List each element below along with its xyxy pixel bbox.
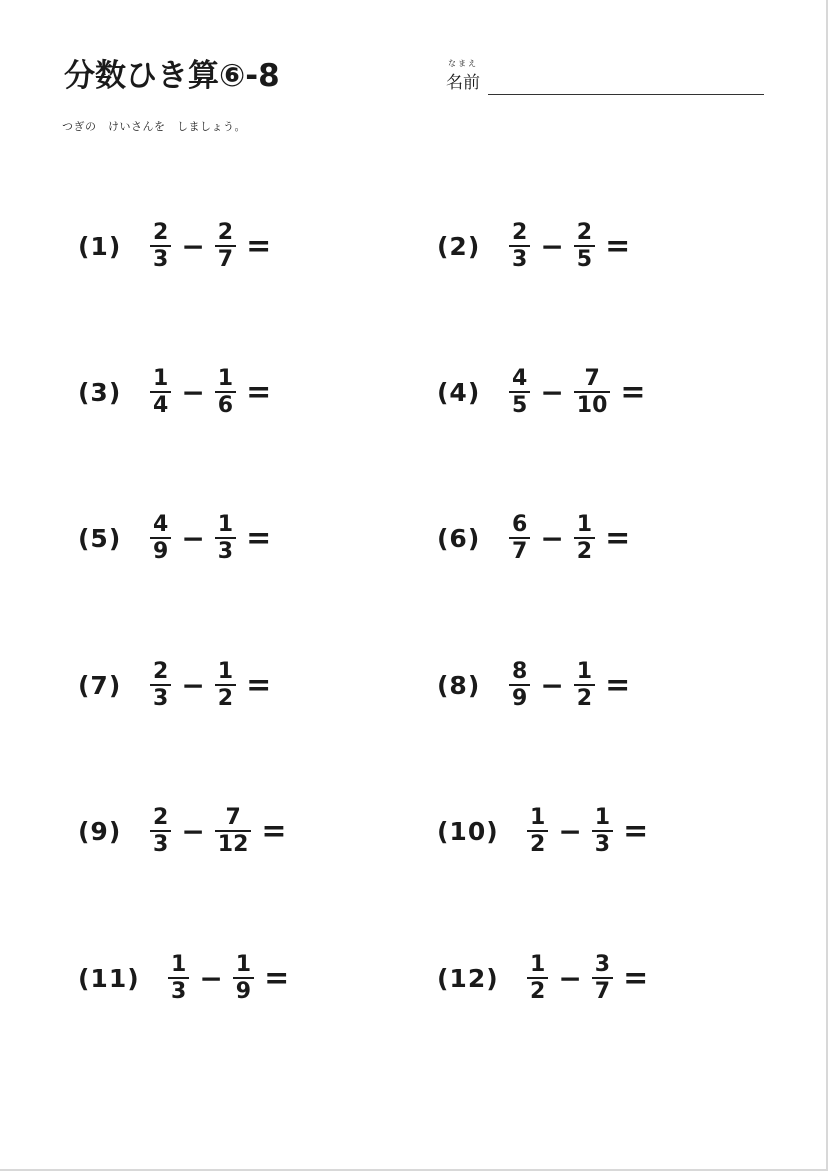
denominator: 3 [217,539,234,564]
numerator: 2 [217,220,234,245]
problem-number: (1) [78,231,122,261]
fraction-minuend [150,805,171,857]
equals-sign: = [246,228,272,264]
fraction-minuend [150,659,171,711]
denominator: 7 [594,979,611,1004]
denominator: 2 [530,979,546,1004]
denominator: 9 [512,686,528,711]
equals-sign: = [605,228,631,264]
problem-number: (10) [437,816,499,846]
denominator: 6 [217,393,234,418]
denominator: 3 [153,686,169,711]
numerator: 2 [153,220,169,245]
problem-12 [437,948,648,1008]
expression [150,659,271,711]
equals-sign: = [246,374,272,410]
equals-sign: = [246,667,272,703]
expression [150,512,271,564]
numerator: 2 [153,805,169,830]
numerator: 7 [225,805,241,830]
numerator: 1 [530,952,546,977]
numerator: 1 [171,952,187,977]
numerator: 6 [512,512,528,537]
expression [150,805,287,857]
numerator: 2 [512,220,528,245]
fraction-minuend [527,952,548,1004]
name-write-line[interactable] [488,94,764,95]
fraction-subtrahend [574,220,595,272]
minus-sign: − [181,375,205,409]
numerator: 1 [217,366,234,391]
minus-sign: − [181,814,205,848]
fraction-subtrahend [592,805,613,857]
fraction-subtrahend [215,220,236,272]
minus-sign: − [540,375,564,409]
numerator: 1 [217,512,234,537]
problem-number: (6) [437,523,481,553]
problem-7 [78,655,271,715]
fraction-minuend [150,220,171,272]
minus-sign: − [540,229,564,263]
minus-sign: − [181,229,205,263]
problem-5 [78,508,271,568]
minus-sign: − [558,961,582,995]
denominator: 5 [512,393,528,418]
denominator: 12 [217,832,249,857]
expression [168,952,289,1004]
minus-sign: − [199,961,223,995]
problem-4 [437,362,646,422]
fraction-subtrahend [215,805,252,857]
problem-number: (4) [437,377,481,407]
numerator: 2 [576,220,593,245]
numerator: 1 [576,659,593,684]
problem-number: (5) [78,523,122,553]
problem-number: (11) [78,963,140,993]
numerator: 1 [153,366,169,391]
problem-6 [437,508,630,568]
denominator: 9 [153,539,169,564]
equals-sign: = [264,960,290,996]
numerator: 8 [512,659,528,684]
expression [509,366,646,418]
numerator: 4 [153,512,169,537]
problem-11 [78,948,289,1008]
equals-sign: = [605,520,631,556]
instruction-text: つぎの けいさんを しましょう。 [62,120,246,133]
fraction-minuend [509,366,530,418]
problem-number: (9) [78,816,122,846]
fraction-minuend [527,805,548,857]
numerator: 7 [584,366,600,391]
fraction-subtrahend [592,952,613,1004]
fraction-subtrahend [233,952,254,1004]
equals-sign: = [246,520,272,556]
denominator: 2 [576,686,593,711]
equals-sign: = [620,374,646,410]
denominator: 3 [512,247,528,272]
denominator: 3 [153,832,169,857]
name-label: 名前 [446,73,480,93]
numerator: 1 [235,952,252,977]
problem-number: (8) [437,670,481,700]
fraction-minuend [509,512,530,564]
minus-sign: − [540,521,564,555]
fraction-subtrahend [574,366,611,418]
numerator: 1 [576,512,593,537]
denominator: 2 [576,539,593,564]
expression [509,512,630,564]
expression [150,220,271,272]
numerator: 4 [512,366,528,391]
minus-sign: − [540,668,564,702]
worksheet-title: 分数ひき算⑥-8 [64,58,280,94]
fraction-subtrahend [215,512,236,564]
numerator: 1 [530,805,546,830]
problem-number: (7) [78,670,122,700]
fraction-subtrahend [574,659,595,711]
numerator: 2 [153,659,169,684]
fraction-minuend [150,366,171,418]
fraction-subtrahend [574,512,595,564]
denominator: 7 [512,539,528,564]
problem-3 [78,362,271,422]
fraction-minuend [168,952,189,1004]
expression [527,952,648,1004]
equals-sign: = [623,960,649,996]
denominator: 5 [576,247,593,272]
denominator: 10 [576,393,608,418]
minus-sign: − [181,668,205,702]
fraction-minuend [509,659,530,711]
denominator: 3 [594,832,611,857]
problem-8 [437,655,630,715]
denominator: 3 [171,979,187,1004]
fraction-subtrahend [215,659,236,711]
problem-10 [437,801,648,861]
expression [527,805,648,857]
numerator: 1 [217,659,234,684]
denominator: 4 [153,393,169,418]
problem-number: (12) [437,963,499,993]
denominator: 3 [153,247,169,272]
denominator: 9 [235,979,252,1004]
fraction-minuend [509,220,530,272]
expression [509,220,630,272]
problem-1 [78,216,271,276]
numerator: 1 [594,805,611,830]
numerator: 3 [594,952,611,977]
equals-sign: = [261,813,287,849]
problem-number: (2) [437,231,481,261]
name-ruby: なまえ [448,59,478,68]
denominator: 7 [217,247,234,272]
expression [509,659,630,711]
denominator: 2 [530,832,546,857]
fraction-minuend [150,512,171,564]
equals-sign: = [605,667,631,703]
fraction-subtrahend [215,366,236,418]
problem-9 [78,801,287,861]
minus-sign: − [558,814,582,848]
denominator: 2 [217,686,234,711]
problem-2 [437,216,630,276]
name-field [446,58,766,98]
problem-number: (3) [78,377,122,407]
minus-sign: − [181,521,205,555]
equals-sign: = [623,813,649,849]
expression [150,366,271,418]
